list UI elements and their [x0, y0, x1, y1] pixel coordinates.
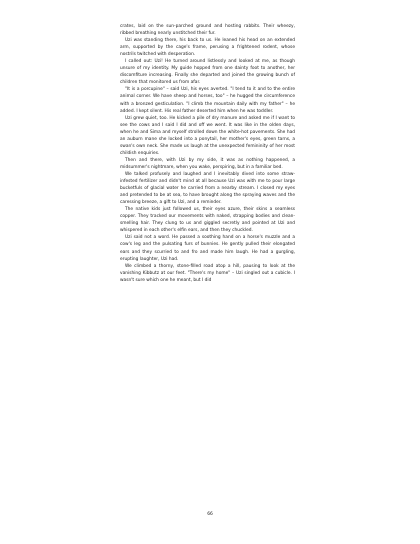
paragraph: The native kids just followed us, their eyes azure, their skins a seamless copper. They tracked our movements with naked, strapping bodies and clean-smelling hair. They clung to us and giggled secretly and pointed at Uzi and whispered in each other's elfin ears, and then they chuckled. [120, 207, 295, 234]
paragraph: I called out: Uzi! He turned around listlessly and looked at me, as though unsure of my identity. My guide hopped from one dainty foot to another, her discomfiture increasing. Finally she departed and joined the growing bunch of children that monitored us from afar. [120, 59, 295, 86]
paragraph: We talked profusely and laughed and I inevitably dived into some straw-infested fertilizer and didn't mind at all because Uzi was with me to pour large bucketfuls of glacial water he carried from a nearby stream. I closed my eyes and pretended to be at sea, to have brought along the spraying waves and the caressing breeze, a gift to Uzi, and a reminder. [120, 171, 295, 206]
paragraph: Then and there, with Uzi by my side, it was as nothing happened, a midsummer's nightmare, when you wake, perspiring, but in a familiar bed. [120, 157, 295, 170]
paragraph: "It is a porcupine" – said Uzi, his eyes averted. "I tend to it and to the entire animal corner. We have sheep and horses, too" – he hugged the circumference with a bronzed gesticulation. "I climb the mountain daily with my father" – he added. I kept silent. His real father deserted him when he was toddler. [120, 87, 295, 114]
paragraph: We climbed a thorny, stone-filled road atop a hill, pausing to look at the vanishing Kibbutz at our feet. "There's my home" – Uzi singled out a cubicle. I wasn't sure which one he meant, but I did [120, 263, 295, 283]
paragraph: Uzi grew quiet, too. He kicked a pile of dry manure and asked me if I want to see the cows and I said I did and off we went. It was like in the olden days, when he and Sima and myself strolled down the white-hot pavements. She had an auburn mane she locked into a ponytail, her mother's eyes, green tarns, a swan's own neck. She made us laugh at the unexpected femininity of her most childish enquiries. [120, 115, 295, 156]
paragraph: crates, laid on the sun-parched ground and hosting rabbits. Their wheezy, ribbed breathing nearly unstitched their fur. [120, 24, 295, 37]
paragraph: Uzi was standing there, his back to us. He leaned his head on an extended arm, supported by the cage's frame, perusing a frightened rodent, whose nostrils twitched with desperation. [120, 38, 295, 58]
page-number: 66 [207, 512, 213, 517]
body-text [120, 23, 295, 284]
paragraph: Uzi said not a word. He passed a soothing hand on a horse's muzzle and a cow's leg and the pulsating furs of bunnies. He gently pulled their elongated ears and they scurried to and fro and made him laugh. He had a gurgling, erupting laughter, Uzi had. [120, 235, 295, 262]
